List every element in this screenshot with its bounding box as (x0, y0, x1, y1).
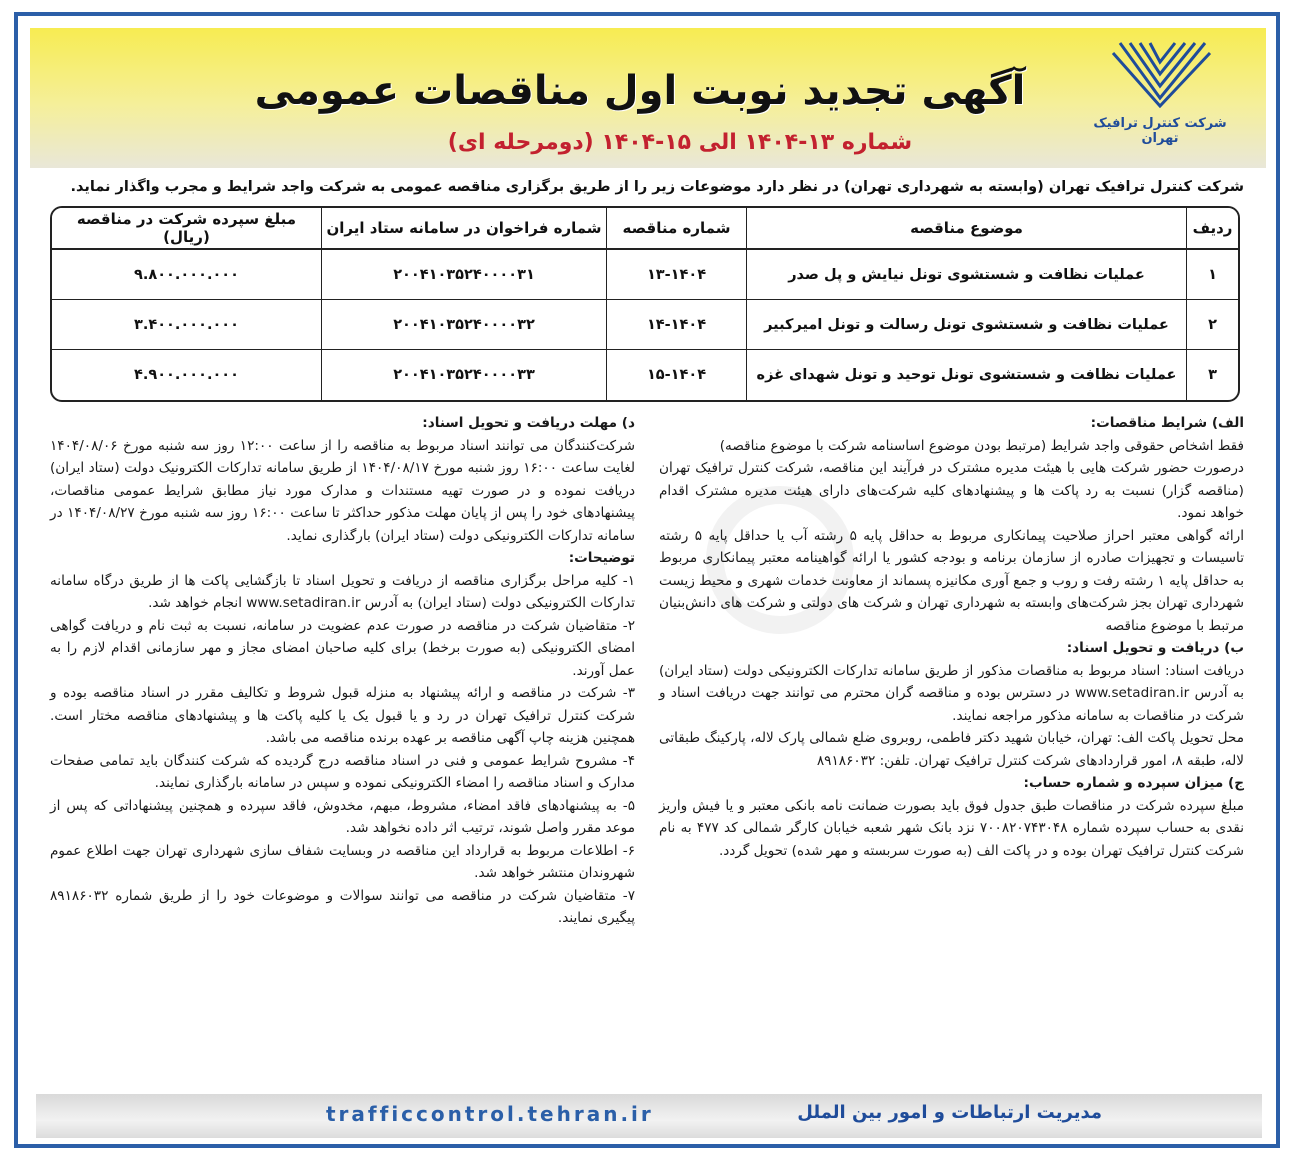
tender-number: ۱۵-۱۴۰۴ (606, 350, 746, 400)
section-heading: ب) دریافت و تحویل اسناد: (1066, 640, 1244, 656)
deposit-amount: ۳.۴۰۰.۰۰۰.۰۰۰ (52, 300, 321, 350)
section-heading: د) مهلت دریافت و تحویل اسناد: (422, 415, 635, 431)
department-name: مدیریت ارتباطات و امور بین الملل (797, 1102, 1102, 1123)
paragraph: ۴- مشروح شرایط عمومی و فنی در اسناد مناقصه درج گردیده که شرکت کنندگان باید تمامی صفحات مدارک و اسناد مناقصه را امضاء الکترونیکی نموده و سپس در سامانه بارگذاری نمایند. (50, 752, 635, 791)
tender-number: ۱۳-۱۴۰۴ (606, 250, 746, 300)
conditions-column-right (659, 412, 1244, 930)
paragraph: ۷- متقاضیان شرکت در مناقصه می توانند سوالات و موضوعات خود را از طریق شماره ۸۹۱۸۶۰۳۲ پیگیری نمایند. (50, 887, 635, 926)
paragraph: ارائه گواهی معتبر احراز صلاحیت پیمانکاری مربوط به حداقل پایه ۵ رشته آب یا حداقل پایه ۵ رشته تاسیسات و تجهیزات صادره از سازمان برنامه و بودجه کشور یا ارائه گواهینامه معتبر پیمانکاری مربوط به حداقل پایه ۱ رشته رفت و روب و جمع آوری مکانیزه پسماند از معاونت خدمات شهری و محیط زیست شهرداری تهران بجز شرکت‌های وابسته به شهرداری تهران و شرکت های دولتی و شرکت های دانش‌بنیان مرتبط با موضوع مناقصه (659, 527, 1244, 634)
paragraph: فقط اشخاص حقوقی واجد شرایط (مرتبط بودن موضوع اساسنامه شرکت با موضوع مناقصه) (719, 437, 1244, 454)
notice-body (50, 176, 1244, 1088)
notice-title: آگهی تجدید نوبت اول مناقصات عمومی (254, 68, 1026, 114)
section-heading: الف) شرایط مناقصات: (1090, 415, 1244, 431)
subject: عملیات نظافت و شستشوی تونل نیایش و پل صدر (746, 250, 1186, 300)
tender-number: ۱۴-۱۴۰۴ (606, 300, 746, 350)
row-number: ۱ (1186, 250, 1238, 300)
call-number: ۲۰۰۴۱۰۳۵۲۴۰۰۰۰۳۱ (321, 250, 606, 300)
paragraph: دریافت اسناد: اسناد مربوط به مناقصات مذکور از طریق سامانه تدارکات الکترونیکی دولت (ستاد ایران) به آدرس www.setadiran.ir در دسترس بوده و مناقصه گران محترم می توانند جهت دریافت اسناد و شرکت در مناقصات به سامانه مذکور مراجعه نمایند. (659, 662, 1244, 724)
conditions-column-left (50, 412, 635, 930)
col-header-deposit: مبلغ سپرده شرکت در مناقصه (ریال) (52, 208, 321, 250)
subject: عملیات نظافت و شستشوی تونل توحید و تونل شهدای غزه (746, 350, 1186, 400)
deposit-amount: ۹.۸۰۰.۰۰۰.۰۰۰ (52, 250, 321, 300)
paragraph: ۱- کلیه مراحل برگزاری مناقصه از دریافت و تحویل اسناد تا بازگشایی پاکت ها از طریق درگاه سامانه تدارکات الکترونیکی دولت (ستاد ایران) به آدرس www.setadiran.ir انجام خواهد شد. (50, 572, 635, 611)
table-row (52, 350, 1238, 400)
col-header-subject: موضوع مناقصه (746, 208, 1186, 250)
website-link[interactable]: trafficcontrol.tehran.ir (326, 1102, 654, 1126)
footer-bar (36, 1094, 1262, 1138)
call-number: ۲۰۰۴۱۰۳۵۲۴۰۰۰۰۳۲ (321, 300, 606, 350)
paragraph: ۶- اطلاعات مربوط به قرارداد این مناقصه در وبسایت شفاف سازی شهرداری تهران جهت اطلاع عموم شهروندان منتشر خواهد شد. (50, 842, 635, 881)
section-heading: توضیحات: (568, 550, 635, 566)
col-header-call-number: شماره فراخوان در سامانه ستاد ایران (321, 208, 606, 250)
row-number: ۲ (1186, 300, 1238, 350)
subject: عملیات نظافت و شستشوی تونل رسالت و تونل امیرکبیر (746, 300, 1186, 350)
section-heading: ج) میزان سپرده و شماره حساب: (1023, 775, 1244, 791)
logo-mark-icon (1105, 38, 1215, 108)
paragraph: مبلغ سپرده شرکت در مناقصات طبق جدول فوق باید بصورت ضمانت نامه بانکی معتبر و یا فیش واریز نقدی به حساب سپرده شماره ۷۰۰۸۲۰۷۴۳۰۴۸ نزد بانک شهر شعبه خیابان کارگر شمالی کد ۴۷۷ به نام شرکت کنترل ترافیک تهران بوده و در پاکت الف (به صورت سربسته و مهر شده) تحویل گردد. (659, 797, 1244, 859)
company-logo (1090, 38, 1230, 158)
intro-text: شرکت کنترل ترافیک تهران (وابسته به شهرداری تهران) در نظر دارد موضوعات زیر را از طریق برگزاری مناقصه عمومی به شرکت واجد شرایط و مجرب واگذار نماید. (70, 179, 1244, 195)
paragraph: محل تحویل پاکت الف: تهران، خیابان شهید دکتر فاطمی، روبروی ضلع شمالی پارک لاله، پارکینگ طبقاتی لاله، طبقه ۸، امور قراردادهای شرکت کنترل ترافیک تهران. تلفن: ۸۹۱۸۶۰۳۲ (659, 730, 1244, 769)
paragraph: ۵- به پیشنهادهای فاقد امضاء، مشروط، مبهم، مخدوش، فاقد سپرده و همچنین پیشنهاداتی که پس از موعد مقرر واصل شوند، ترتیب اثر داده نخواهد شد. (50, 797, 635, 836)
col-header-row: ردیف (1186, 208, 1238, 250)
paragraph: شرکت‌کنندگان می توانند اسناد مربوط به مناقصه را از ساعت ۱۲:۰۰ روز سه شنبه مورخ ۱۴۰۴/۰۸/۰۶ لغایت ساعت ۱۶:۰۰ روز شنبه مورخ ۱۴۰۴/۰۸/۱۷ از طریق سامانه تدارکات الکترونیک دولت (ستاد ایران) دریافت نموده و در صورت تهیه مستندات و مدارک مورد نیاز مطابق شرایط عمومی مناقصات، پیشنهادهای خود را پس از پایان مهلت مذکور حداکثر تا ساعت ۱۶:۰۰ روز سه شنبه مورخ ۱۴۰۴/۰۸/۲۷ در سامانه تدارکات الکترونیکی دولت (ستاد ایران) بارگذاری نماید. (50, 437, 635, 544)
paragraph: ۳- شرکت در مناقصه و ارائه پیشنهاد به منزله قبول شروط و تکالیف مقرر در اسناد مناقصه بوده و شرکت کنترل ترافیک تهران در رد و یا قبول یک یا کلیه پاکت ها و پیشنهادهای مناقصه مختار است. همچنین هزینه چاپ آگهی مناقصه بر عهده برنده مناقصه می باشد. (50, 685, 635, 746)
header-banner (30, 28, 1266, 168)
paragraph: ۲- متقاضیان شرکت در مناقصه در صورت عدم عضویت در سامانه، نسبت به ثبت نام و دریافت گواهی امضای الکترونیکی (به صورت برخط) برای کلیه صاحبان امضای مجاز و مهر سازمانی اقدام لازم را به عمل آورند. (50, 617, 635, 679)
col-header-tender-number: شماره مناقصه (606, 208, 746, 250)
tender-table (50, 206, 1240, 402)
logo-text: شرکت کنترل ترافیک تهران (1093, 116, 1227, 146)
table-row (52, 250, 1238, 300)
deposit-amount: ۴.۹۰۰.۰۰۰.۰۰۰ (133, 367, 240, 383)
row-number: ۳ (1186, 350, 1238, 400)
conditions-columns (50, 412, 1244, 930)
notice-subtitle: شماره ۱۳-۱۴۰۴ الی ۱۵-۱۴۰۴ (دومرحله ای) (447, 130, 913, 155)
table-row (52, 300, 1238, 350)
call-number: ۲۰۰۴۱۰۳۵۲۴۰۰۰۰۳۳ (321, 350, 606, 400)
paragraph: درصورت حضور شرکت هایی با هیئت مدیره مشترک در فرآیند این مناقصه، شرکت کنترل ترافیک تهران (مناقصه گزار) نسبت به رد پاکت ها و پیشنهادهای کلیه شرکت‌های دارای هیئت مدیره مشترک اقدام خواهد نمود. (659, 460, 1244, 521)
